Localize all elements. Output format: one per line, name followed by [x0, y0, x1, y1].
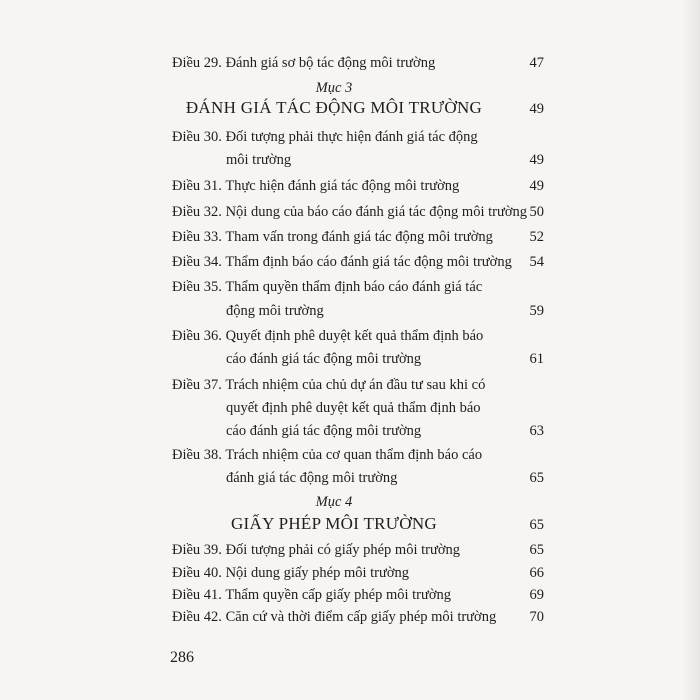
- entry-page: 54: [529, 254, 544, 270]
- toc-entry-41: [172, 586, 544, 604]
- entry-page: 69: [529, 587, 544, 603]
- toc-entry-37: [172, 376, 544, 394]
- entry-title: Đánh giá sơ bộ tác động môi trường: [225, 55, 436, 71]
- entry-page: 66: [529, 565, 544, 581]
- section-label-4: Mục 4: [315, 494, 353, 510]
- entry-page: 49: [529, 178, 544, 194]
- section-title-4: GIẤY PHÉP MÔI TRƯỜNG: [230, 514, 438, 533]
- entry-label: Điều 29.: [172, 55, 222, 71]
- entry-label: Điều 37.: [172, 377, 222, 393]
- toc-entry-42: [172, 608, 544, 626]
- entry-label: Điều 40.: [172, 565, 222, 581]
- entry-title: Trách nhiệm của chủ dự án đầu tư sau khi có: [225, 377, 486, 393]
- entry-title-cont: đánh giá tác động môi trường: [226, 470, 398, 486]
- entry-title: Thực hiện đánh giá tác động môi trường: [225, 178, 460, 194]
- section-page-4: 65: [529, 517, 544, 533]
- entry-title: Nội dung giấy phép môi trường: [225, 565, 410, 581]
- entry-label: Điều 32.: [172, 204, 222, 220]
- toc-entry-39: [172, 541, 544, 559]
- entry-page: 63: [529, 423, 544, 439]
- entry-label: Điều 42.: [172, 609, 222, 625]
- entry-title: Tham vấn trong đánh giá tác động môi trường: [225, 229, 493, 245]
- entry-label: Điều 31.: [172, 178, 222, 194]
- entry-label: Điều 36.: [172, 328, 222, 344]
- entry-page: 49: [529, 152, 544, 168]
- entry-label: Điều 41.: [172, 587, 222, 603]
- entry-label: Điều 30.: [172, 129, 222, 145]
- entry-title: Thẩm quyền cấp giấy phép môi trường: [225, 587, 452, 603]
- page-number: 286: [170, 649, 194, 666]
- toc-entry-33: [172, 228, 544, 246]
- entry-title-cont: cáo đánh giá tác động môi trường: [226, 423, 422, 439]
- entry-title: Đối tượng phải thực hiện đánh giá tác động: [225, 129, 478, 145]
- section-title-3: ĐÁNH GIÁ TÁC ĐỘNG MÔI TRƯỜNG: [185, 98, 483, 117]
- entry-title: Đối tượng phải có giấy phép môi trường: [225, 542, 460, 558]
- entry-label: Điều 38.: [172, 447, 222, 463]
- toc-entry-29: [172, 54, 544, 72]
- toc-entry-40: [172, 564, 544, 582]
- entry-title: Thẩm quyền thẩm định báo cáo đánh giá tác: [225, 279, 483, 295]
- entry-title-cont: môi trường: [226, 152, 292, 168]
- entry-label: Điều 34.: [172, 254, 222, 270]
- entry-page: 65: [529, 542, 544, 558]
- entry-page: 65: [529, 470, 544, 486]
- entry-title: Căn cứ và thời điểm cấp giấy phép môi trường: [225, 609, 497, 625]
- toc-entry-30: [172, 128, 544, 146]
- entry-label: Điều 39.: [172, 542, 222, 558]
- entry-label: Điều 35.: [172, 279, 222, 295]
- entry-title: Thẩm định báo cáo đánh giá tác động môi trường: [225, 254, 512, 270]
- section-label-3: Mục 3: [315, 80, 353, 96]
- toc-entry-38: [172, 446, 544, 464]
- entry-title: Quyết định phê duyệt kết quả thẩm định báo: [225, 328, 484, 344]
- entry-title-cont: động môi trường: [226, 303, 324, 319]
- toc-entry-34: [172, 253, 544, 271]
- entry-page: 70: [529, 609, 544, 625]
- toc-entry-32: [172, 203, 544, 221]
- toc-entry-35: [172, 278, 544, 296]
- entry-title: Nội dung của báo cáo đánh giá tác động môi trường: [225, 204, 527, 220]
- toc-entry-31: [172, 177, 544, 195]
- entry-title-cont: quyết định phê duyệt kết quả thẩm định báo: [226, 400, 481, 416]
- entry-page: 59: [529, 303, 544, 319]
- entry-page: 47: [529, 55, 544, 71]
- entry-title-cont: cáo đánh giá tác động môi trường: [226, 351, 422, 367]
- entry-title: Trách nhiệm của cơ quan thẩm định báo cáo: [225, 447, 483, 463]
- toc-entry-36: [172, 327, 544, 345]
- entry-page: 50: [529, 204, 544, 220]
- entry-label: Điều 33.: [172, 229, 222, 245]
- entry-page: 52: [529, 229, 544, 245]
- entry-page: 61: [529, 351, 544, 367]
- section-page-3: 49: [529, 101, 544, 117]
